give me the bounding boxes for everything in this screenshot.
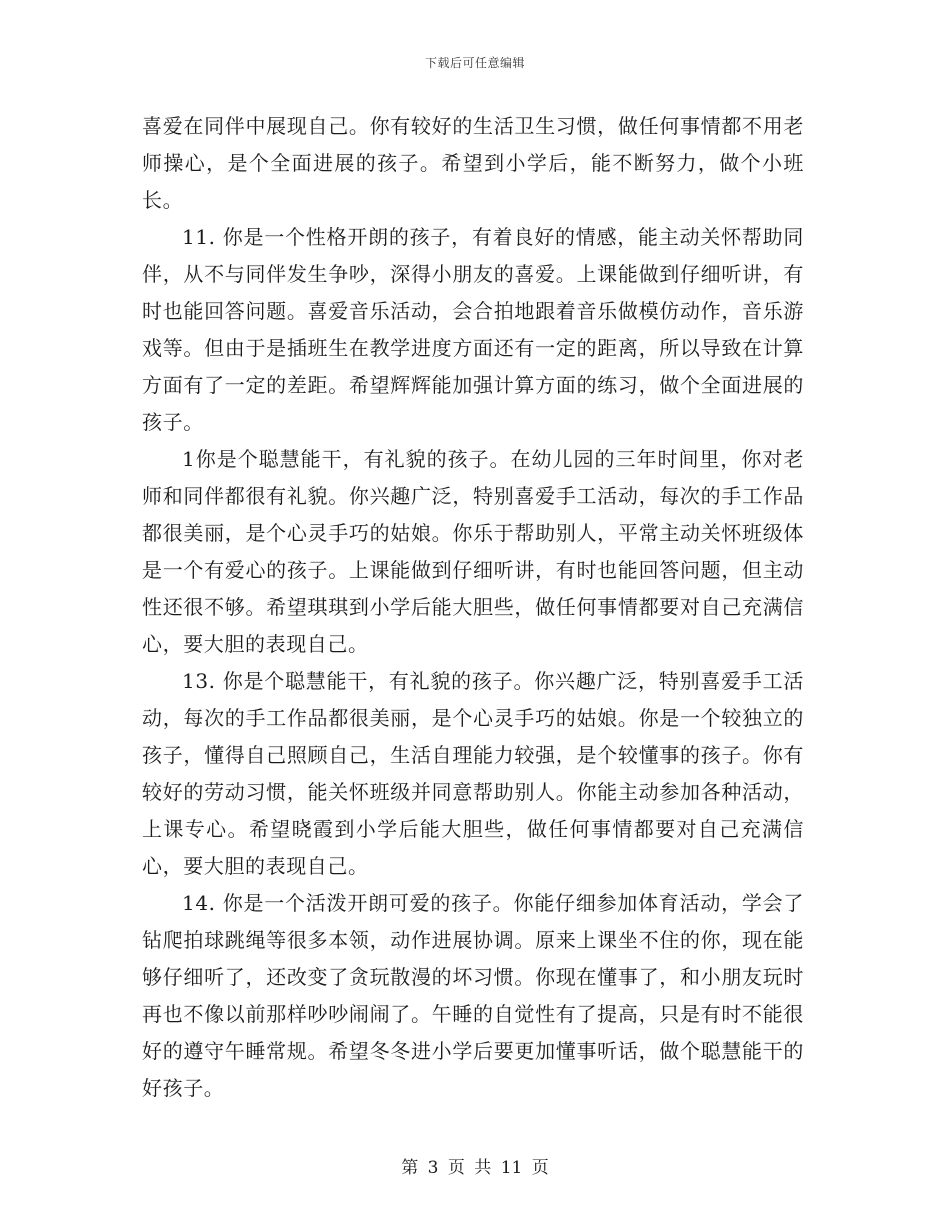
page-number: 第 3 页 共 11 页	[401, 1158, 549, 1178]
paragraph-item-13: 13. 你是个聪慧能干，有礼貌的孩子。你兴趣广泛，特别喜爱手工活动，每次的手工作品都很美丽，是个心灵手巧的姑娘。你是一个较独立的孩子，懂得自己照顾自己，生活自理能力较强，是个较懂事的孩子。你有较好的劳动习惯，能关怀班级并同意帮助别人。你能主动参加各种活动，上课专心。希望晓霞到小学后能大胆些，做任何事情都要对自己充满信心，要大胆的表现自己。	[142, 669, 804, 878]
page-header: 下载后可任意编辑	[424, 56, 525, 70]
document-body	[142, 108, 804, 1107]
paragraph-continuation: 喜爱在同伴中展现自己。你有较好的生活卫生习惯，做任何事情都不用老师操心，是个全面进展的孩子。希望到小学后，能不断努力，做个小班长。	[142, 114, 804, 212]
paragraph-item-11: 11. 你是一个性格开朗的孩子，有着良好的情感，能主动关怀帮助同伴，从不与同伴发生争吵，深得小朋友的喜爱。上课能做到仔细听讲，有时也能回答问题。喜爱音乐活动，会合拍地跟着音乐做模仿动作，音乐游戏等。但由于是插班生在教学进度方面还有一定的距离，所以导致在计算方面有了一定的差距。希望辉辉能加强计算方面的练习，做个全面进展的孩子。	[142, 225, 804, 434]
paragraph-item-14: 14. 你是一个活泼开朗可爱的孩子。你能仔细参加体育活动，学会了钻爬拍球跳绳等很多本领，动作进展协调。原来上课坐不住的你，现在能够仔细听了，还改变了贪玩散漫的坏习惯。你现在懂事了，和小朋友玩时再也不像以前那样吵吵闹闹了。午睡的自觉性有了提高，只是有时不能很好的遵守午睡常规。希望冬冬进小学后要更加懂事听话，做个聪慧能干的好孩子。	[142, 891, 804, 1100]
paragraph-item-12: 1你是个聪慧能干，有礼貌的孩子。在幼儿园的三年时间里，你对老师和同伴都很有礼貌。你兴趣广泛，特别喜爱手工活动，每次的手工作品都很美丽，是个心灵手巧的姑娘。你乐于帮助别人，平常主动关怀班级体是一个有爱心的孩子。上课能做到仔细听讲，有时也能回答问题，但主动性还很不够。希望琪琪到小学后能大胆些，做任何事情都要对自己充满信心，要大胆的表现自己。	[142, 447, 804, 656]
